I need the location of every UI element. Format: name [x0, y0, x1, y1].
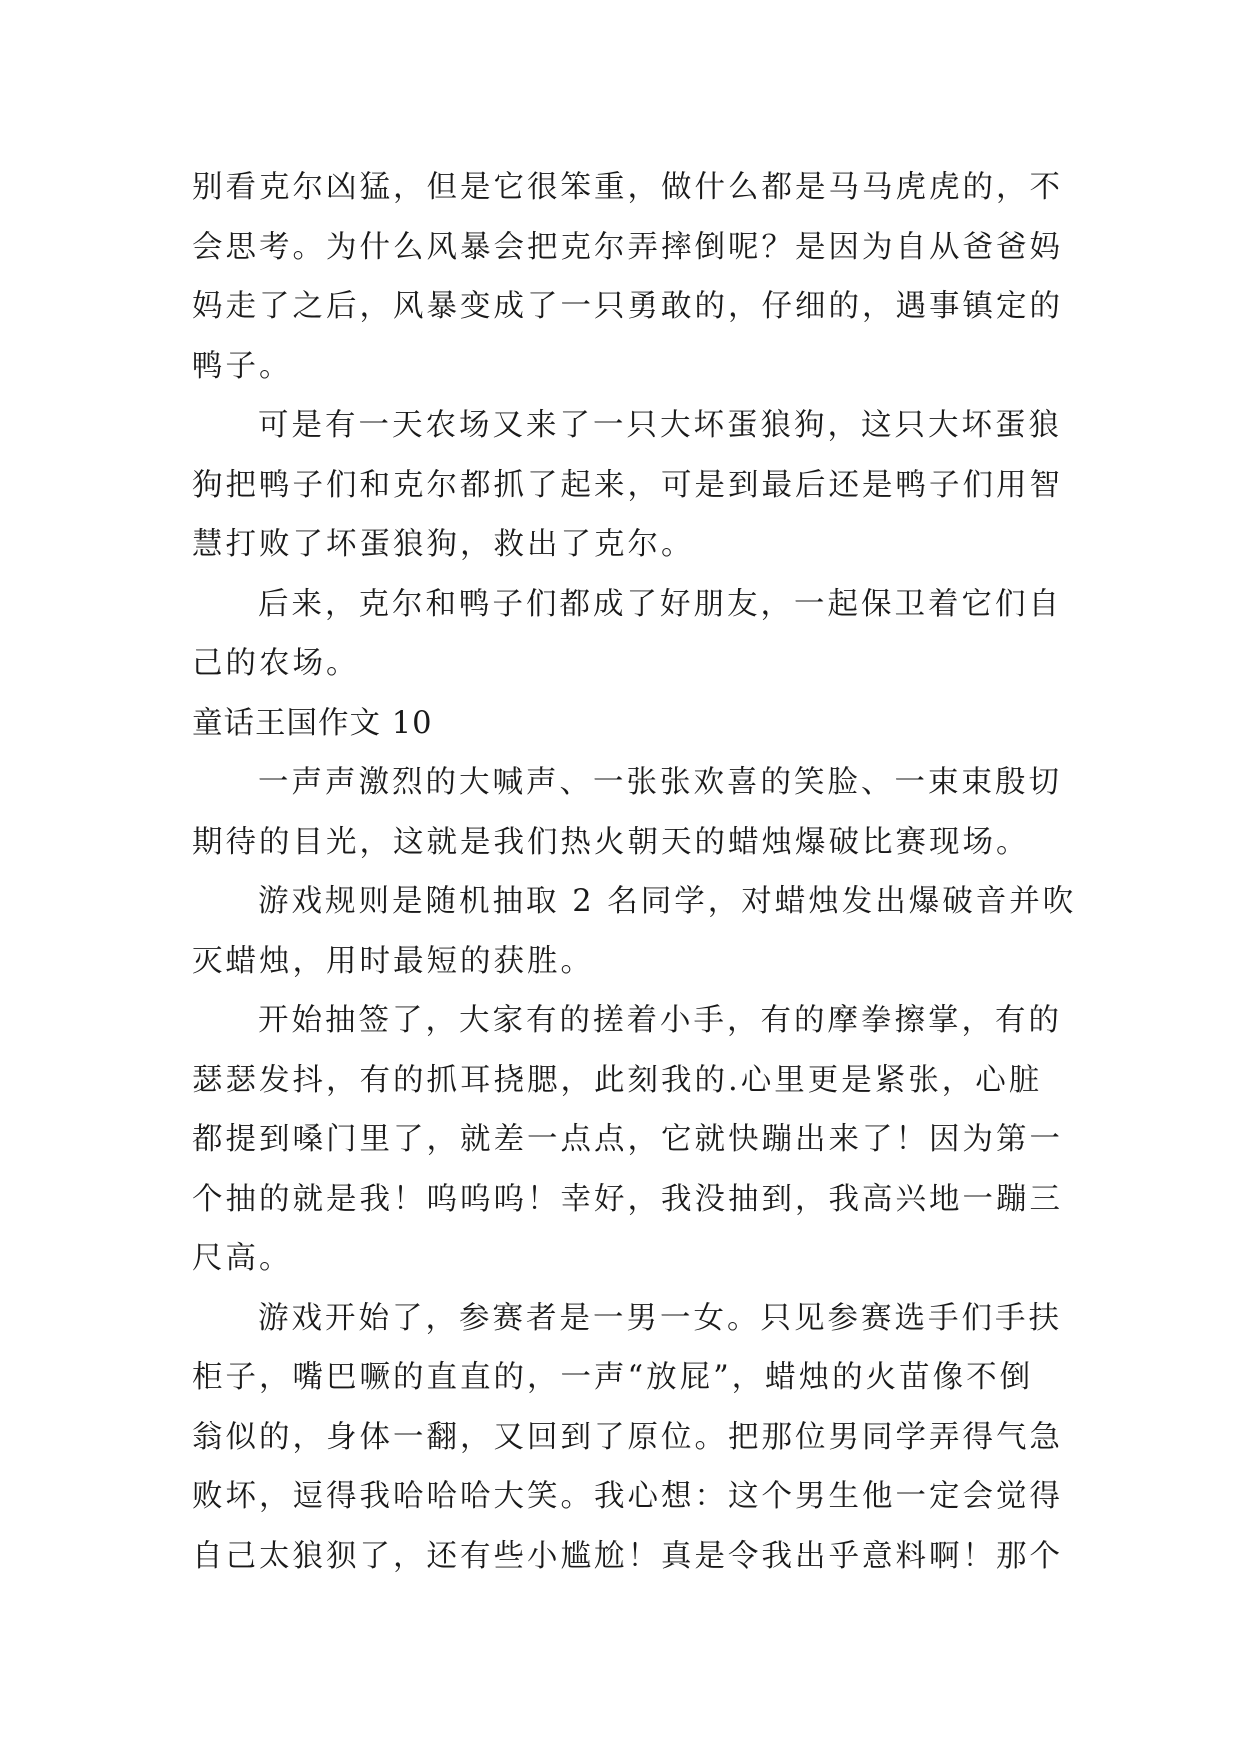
paragraph-first-line: 开始抽签了，大家有的搓着小手，有的摩拳擦掌，有的 [258, 1003, 1062, 1038]
paragraph-first-line: 游戏开始了，参赛者是一男一女。只见参赛选手们手扶 [258, 1300, 1062, 1336]
text-line: 个抽的就是我！呜呜呜！幸好，我没抽到，我高兴地一蹦三 [192, 1181, 1063, 1217]
text-line: 灭蜡烛，用时最短的获胜。 [192, 943, 594, 979]
text-line: 尺高。 [192, 1241, 293, 1276]
paragraph-first-line: 可是有一天农场又来了一只大坏蛋狼狗，这只大坏蛋狼 [258, 408, 1062, 443]
text-line: 都提到嗓门里了，就差一点点，它就快蹦出来了！因为第一 [192, 1122, 1063, 1157]
text-line: 己的农场。 [192, 646, 360, 681]
text-line: 期待的目光，这就是我们热火朝天的蜡烛爆破比赛现场。 [192, 824, 1030, 860]
text-line: 自己太狼狈了，还有些小尴尬！真是令我出乎意料啊！那个 [192, 1538, 1063, 1574]
section-heading: 童话王国作文 10 [192, 705, 433, 741]
text-line: 瑟瑟发抖，有的抓耳挠腮，此刻我的.心里更是紧张，心脏 [192, 1062, 1043, 1098]
text-line: 翁似的，身体一翻，又回到了原位。把那位男同学弄得气急 [192, 1419, 1063, 1455]
document-body [192, 158, 1077, 1586]
text-line: 慧打败了坏蛋狼狗，救出了克尔。 [192, 527, 695, 562]
text-line: 鸭子。 [192, 348, 293, 384]
paragraph-first-line: 一声声激烈的大喊声、一张张欢喜的笑脸、一束束殷切 [258, 765, 1062, 800]
text-line: 柜子，嘴巴噘的直直的，一声“放屁”，蜡烛的火苗像不倒 [192, 1360, 1034, 1395]
text-line: 妈走了之后，风暴变成了一只勇敢的，仔细的，遇事镇定的 [192, 289, 1063, 324]
text-line: 别看克尔凶猛，但是它很笨重，做什么都是马马虎虎的，不 [192, 170, 1063, 205]
text-line: 狗把鸭子们和克尔都抓了起来，可是到最后还是鸭子们用智 [192, 467, 1063, 503]
paragraph-first-line: 后来，克尔和鸭子们都成了好朋友，一起保卫着它们自 [258, 586, 1062, 622]
text-line: 败坏，逗得我哈哈哈大笑。我心想：这个男生他一定会觉得 [192, 1479, 1063, 1514]
text-line: 会思考。为什么风暴会把克尔弄摔倒呢？是因为自从爸爸妈 [192, 229, 1063, 265]
paragraph-first-line: 游戏规则是随机抽取 2 名同学，对蜡烛发出爆破音并吹 [258, 884, 1077, 919]
